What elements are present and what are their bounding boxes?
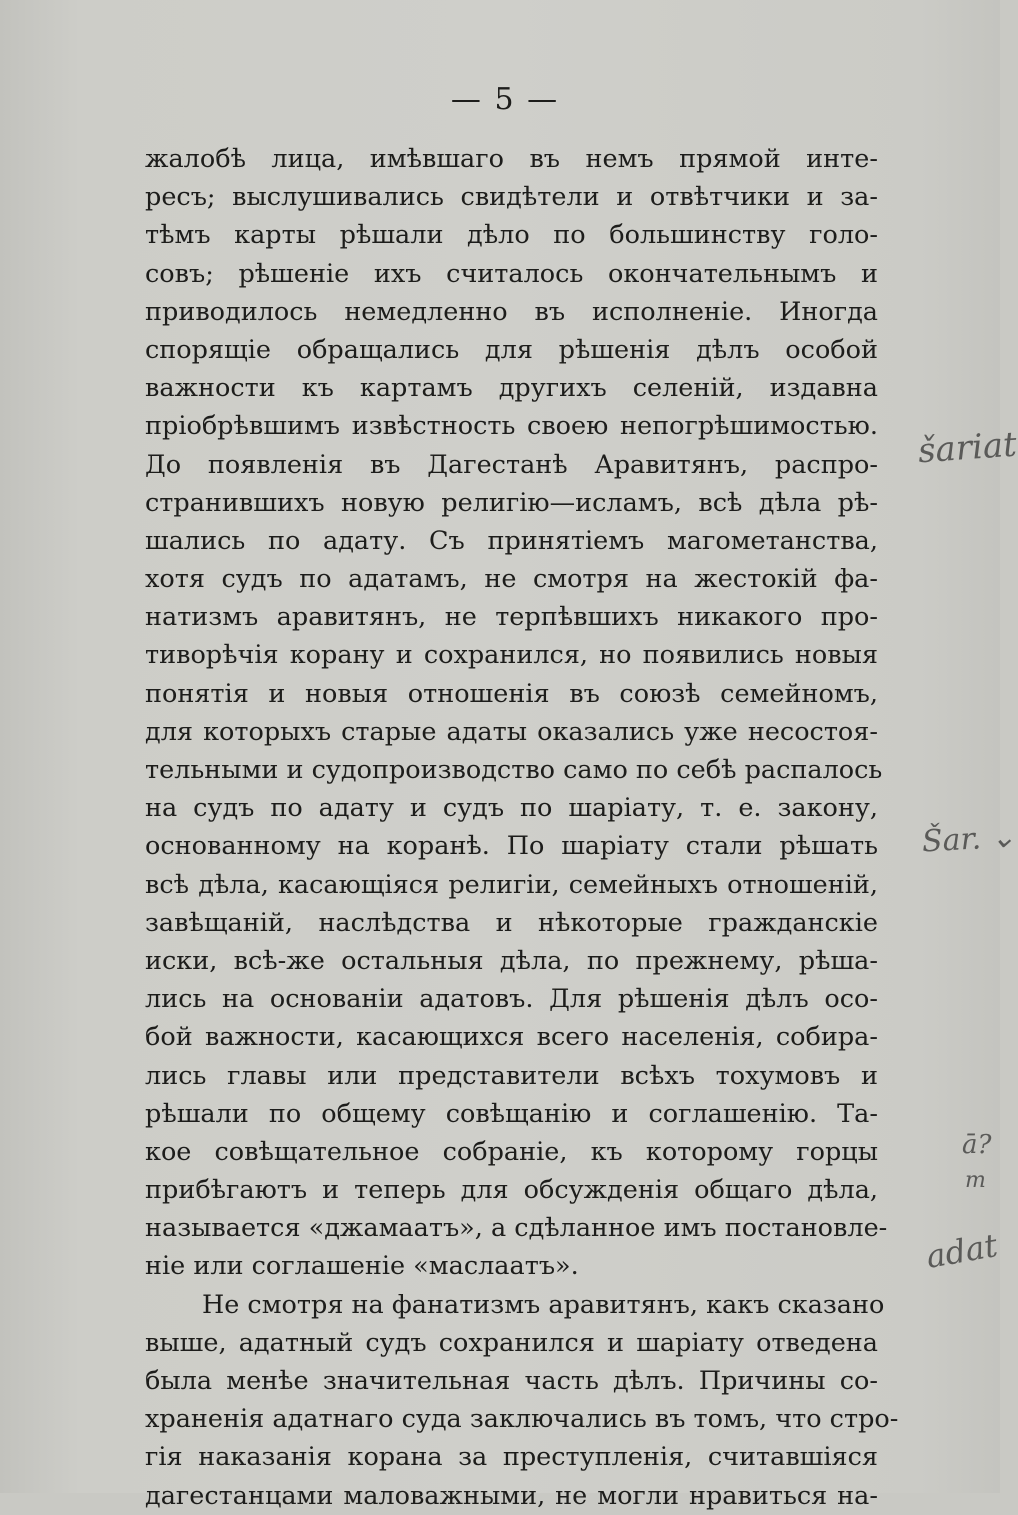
text-line: ресъ; выслушивались свидѣтели и отвѣтчики и за- — [145, 182, 878, 213]
text-line: прибѣгаютъ и теперь для обсужденія общаго дѣла, — [145, 1175, 878, 1206]
text-line: жалобѣ лица, имѣвшаго въ немъ прямой инте- — [145, 144, 878, 174]
text-line: совъ; рѣшеніе ихъ считалось окончательнымъ и — [145, 258, 878, 289]
text-line: хотя судъ по адатамъ, не смотря на жестокій фа- — [145, 564, 878, 595]
text-line: завѣщаній, наслѣдства и нѣкоторые гражданскіе — [145, 907, 878, 938]
text-line: тѣмъ карты рѣшали дѣло по большинству голо- — [145, 220, 878, 251]
text-line: на судъ по адату и судъ по шаріату, т. е. закону, — [145, 793, 878, 824]
text-line: важности къ картамъ другихъ селеній, издавна — [145, 373, 878, 404]
text-line: лись на основаніи адатовъ. Для рѣшенія дѣлъ осо- — [145, 984, 878, 1015]
text-line: была менѣе значительная часть дѣлъ. Причины со- — [145, 1366, 878, 1396]
text-line: основанному на коранѣ. По шаріату стали рѣшать — [145, 831, 878, 862]
text-line: кое совѣщательное собраніе, къ которому горцы — [145, 1136, 878, 1167]
text-line: понятія и новыя отношенія въ союзѣ семейномъ, — [145, 678, 878, 709]
text-line: для которыхъ старые адаты оказались уже несостоя- — [145, 716, 878, 747]
margin-note: adat — [923, 1226, 1001, 1276]
text-line: спорящіе обращались для рѣшенія дѣлъ особой — [145, 334, 878, 365]
text-line: шались по адату. Съ принятіемъ магометанства, — [145, 525, 878, 556]
margin-note: ā? — [962, 1130, 992, 1160]
text-line: тельными и судопроизводство само по себѣ распалось — [145, 755, 883, 785]
text-line: дагестанцами маловажными, не могли нравиться на- — [145, 1480, 878, 1511]
text-line: До появленія въ Дагестанѣ Аравитянъ, распро- — [145, 449, 878, 480]
text-line: тиворѣчія корану и сохранился, но появились новыя — [145, 640, 878, 671]
text-line: называется «джамаатъ», а сдѣланное имъ постановле- — [145, 1213, 888, 1244]
text-line: приводилось немедленно въ исполненіе. Иногда — [145, 296, 878, 327]
body-text — [145, 140, 899, 1515]
page-number: — 5 — — [450, 82, 560, 117]
text-line: всѣ дѣла, касающіяся религіи, семейныхъ отношеній, — [145, 869, 878, 900]
margin-note: m — [965, 1168, 986, 1193]
text-line: бой важности, касающихся всего населенія, собира- — [145, 1022, 878, 1053]
text-line: натизмъ аравитянъ, не терпѣвшихъ никакого про- — [145, 602, 878, 633]
text-line: выше, адатный судъ сохранился и шаріату отведена — [145, 1327, 878, 1358]
text-line: ніе или соглашеніе «маслаатъ». — [145, 1251, 579, 1282]
text-line: гія наказанія корана за преступленія, считавшіяся — [145, 1442, 878, 1473]
text-line: храненія адатнаго суда заключались въ томъ, что стро- — [145, 1404, 899, 1435]
text-line: иски, всѣ-же остальныя дѣла, по прежнему, рѣша- — [145, 945, 878, 976]
text-line: пріобрѣвшимъ извѣстность своею непогрѣшимостью. — [145, 411, 878, 442]
text-line: странившихъ новую религію—исламъ, всѣ дѣла рѣ- — [145, 487, 878, 518]
margin-note: šariat — [916, 424, 1018, 472]
text-line: Не смотря на фанатизмъ аравитянъ, какъ сказано — [202, 1289, 885, 1320]
text-line: рѣшали по общему совѣщанію и соглашенію. Та- — [145, 1098, 878, 1129]
margin-note: Šar. ⌄ — [921, 819, 1017, 860]
text-line: лись главы или представители всѣхъ тохумовъ и — [145, 1060, 878, 1091]
